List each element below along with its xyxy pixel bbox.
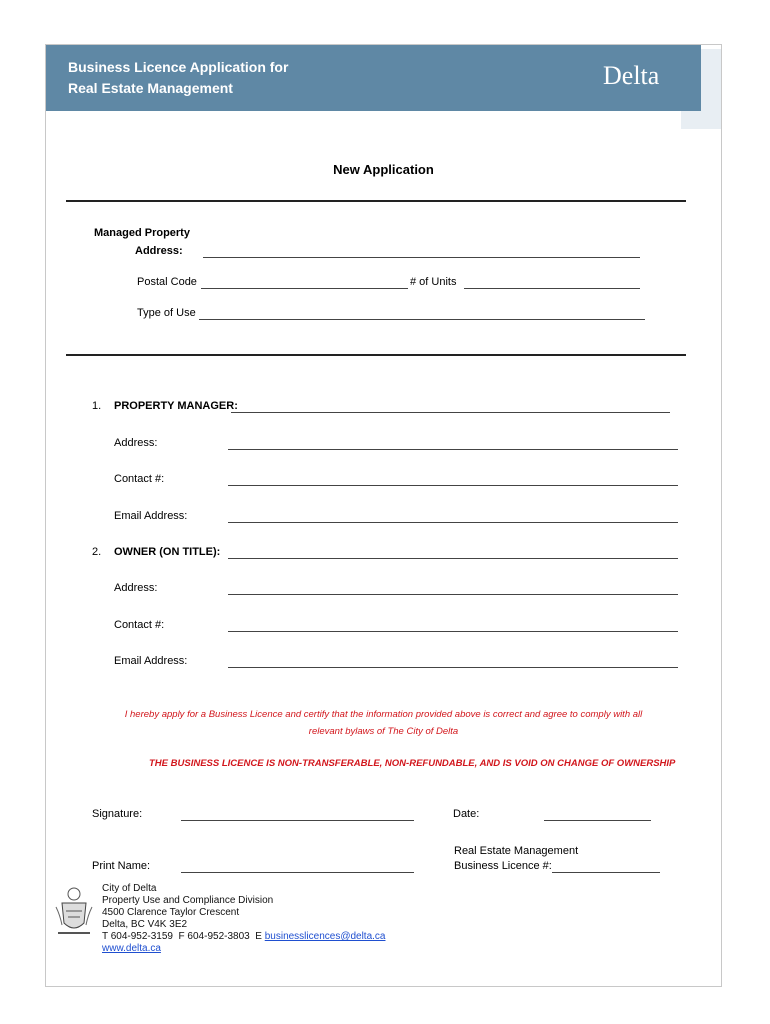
website-link[interactable]: www.delta.ca: [102, 943, 161, 954]
city-crest-icon: [54, 885, 94, 941]
owner-address-field[interactable]: [228, 594, 678, 595]
owner-email-label: Email Address:: [114, 655, 188, 667]
email-link[interactable]: businesslicences@delta.ca: [264, 931, 386, 942]
property-address-label: Address:: [135, 245, 183, 257]
owner-contact-label: Contact #:: [114, 619, 165, 631]
date-field[interactable]: [544, 820, 651, 821]
footer-org: City of Delta: [102, 883, 157, 894]
print-name-field[interactable]: [181, 872, 414, 873]
certification-text-line2: relevant bylaws of The City of Delta: [308, 726, 459, 737]
units-label: # of Units: [410, 276, 457, 288]
manager-contact-field[interactable]: [228, 485, 678, 486]
delta-logo: Delta: [603, 61, 660, 90]
divider-middle: [66, 354, 686, 356]
licence-number-label: Business Licence #:: [454, 860, 552, 872]
owner-field[interactable]: [228, 558, 678, 559]
manager-address-label: Address:: [114, 437, 158, 449]
manager-contact-label: Contact #:: [114, 473, 165, 485]
footer-phone-line: [102, 931, 386, 943]
footer-contact: [102, 883, 386, 955]
header-title-line2: Real Estate Management: [68, 80, 233, 96]
licence-number-field[interactable]: [552, 872, 660, 873]
owner-label: OWNER (ON TITLE):: [114, 546, 221, 558]
owner-email-field[interactable]: [228, 667, 678, 668]
divider-top: [66, 200, 686, 202]
certification-text-line1: I hereby apply for a Business Licence and certify that the information provided above is correct and agree to comply with all: [124, 709, 643, 720]
section2-number: 2.: [92, 546, 102, 558]
header-banner: [46, 45, 701, 111]
postal-code-field[interactable]: [201, 288, 408, 289]
postal-code-label: Postal Code: [137, 276, 197, 288]
manager-email-label: Email Address:: [114, 510, 188, 522]
print-name-label: Print Name:: [92, 860, 151, 872]
date-label: Date:: [453, 808, 480, 820]
owner-contact-field[interactable]: [228, 631, 678, 632]
type-of-use-label: Type of Use: [137, 307, 196, 319]
owner-address-label: Address:: [114, 582, 158, 594]
footer-division: Property Use and Compliance Division: [102, 895, 274, 906]
type-of-use-field[interactable]: [199, 319, 645, 320]
footer-street: 4500 Clarence Taylor Crescent: [102, 907, 240, 918]
signature-field[interactable]: [181, 820, 414, 821]
header-title-line1: Business Licence Application for: [68, 59, 289, 75]
section1-number: 1.: [92, 400, 102, 412]
footer-city: Delta, BC V4K 3E2: [102, 919, 188, 930]
licence-type-label: Real Estate Management: [454, 845, 579, 857]
non-transferable-warning: THE BUSINESS LICENCE IS NON-TRANSFERABLE, NON-REFUNDABLE, AND IS VOID ON CHANGE OF OWNERSHIP: [149, 758, 676, 769]
property-address-field[interactable]: [203, 257, 640, 258]
signature-label: Signature:: [92, 808, 143, 820]
property-manager-label: PROPERTY MANAGER:: [114, 400, 238, 412]
managed-property-label: Managed Property: [94, 227, 190, 239]
units-field[interactable]: [464, 288, 640, 289]
property-manager-field[interactable]: [231, 412, 670, 413]
form-title: New Application: [333, 162, 434, 177]
document-page: [45, 44, 722, 987]
form-header-title: [68, 57, 288, 99]
footer-phone: T 604-952-3159 F 604-952-3803 E: [102, 931, 265, 942]
manager-email-field[interactable]: [228, 522, 678, 523]
manager-address-field[interactable]: [228, 449, 678, 450]
